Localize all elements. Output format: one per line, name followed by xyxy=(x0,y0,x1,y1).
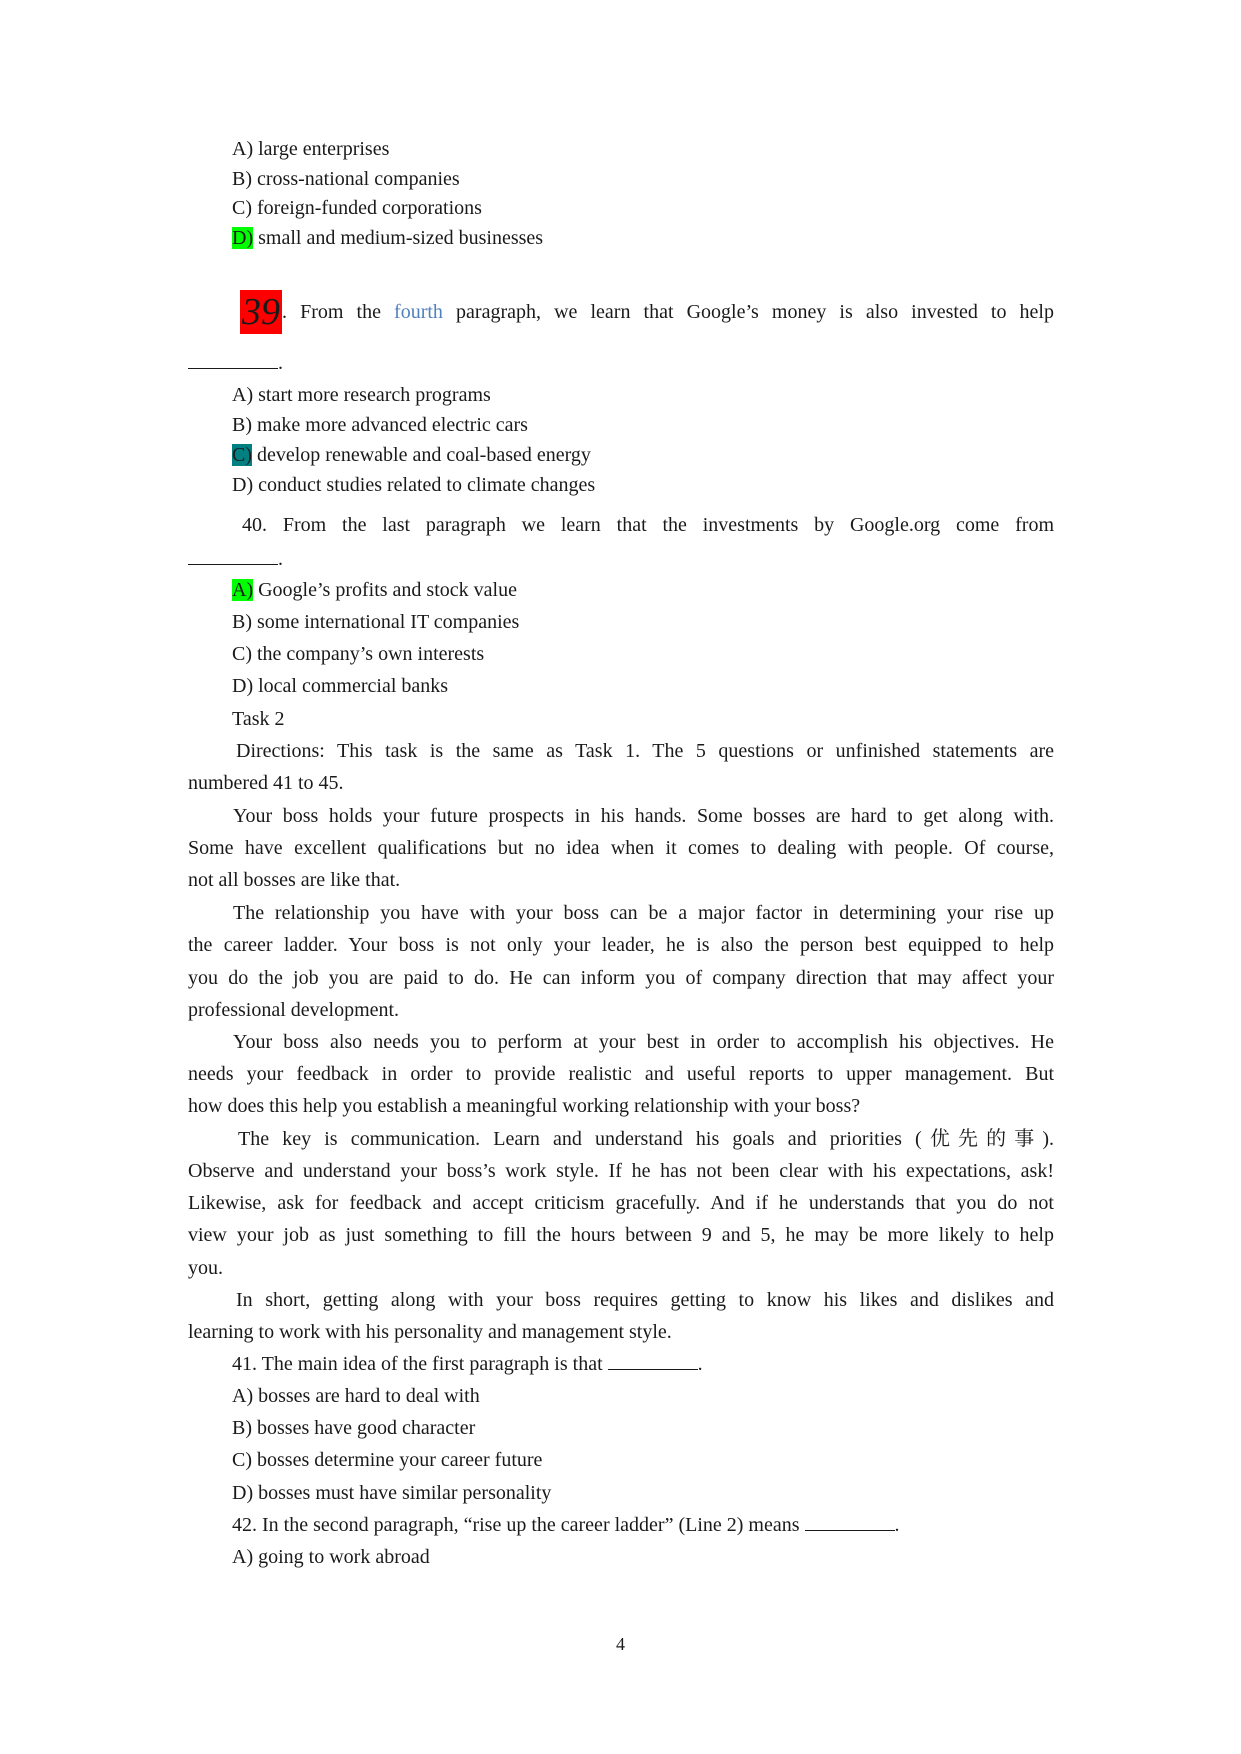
q41-option-b: B) bosses have good character xyxy=(232,1417,476,1439)
q41-option-c: C) bosses determine your career future xyxy=(232,1449,543,1471)
answer-highlight: D) xyxy=(232,227,254,249)
q40-stem: 40. From the last paragraph we learn that the investments by Google.org come from xyxy=(242,514,1054,536)
q39-option-c: C) develop renewable and coal-based energy xyxy=(232,444,591,466)
q39-blank-line: . xyxy=(188,350,283,376)
q40-option-a: A) Google’s profits and stock value xyxy=(232,579,517,601)
passage-p3-line-3: how does this help you establish a meaningful working relationship with your boss? xyxy=(188,1095,861,1117)
passage-p1-line-2: Some have excellent qualifications but no idea when it comes to dealing with people. Of course, xyxy=(188,837,1054,859)
passage-p5-line-2: learning to work with his personality and management style. xyxy=(188,1321,672,1343)
q42-stem: 42. In the second paragraph, “rise up the career ladder” (Line 2) means . xyxy=(232,1514,900,1536)
passage-p4-line-2: Observe and understand your boss’s work style. If he has not been clear with his expectations, ask! xyxy=(188,1160,1054,1182)
q40-option-d: D) local commercial banks xyxy=(232,675,449,697)
answer-blank xyxy=(608,1351,698,1370)
q38-option-b: B) cross-national companies xyxy=(232,168,460,190)
passage-p3-line-2: needs your feedback in order to provide realistic and useful reports to upper management. But xyxy=(188,1063,1054,1085)
passage-p4-line-5: you. xyxy=(188,1257,223,1279)
question-number-39: 39 xyxy=(242,291,280,333)
passage-p5-line-1: In short, getting along with your boss requires getting to know his likes and dislikes and xyxy=(236,1289,1054,1311)
q40-option-c: C) the company’s own interests xyxy=(232,643,485,665)
q39-stem: 39 . From the fourth paragraph, we learn that Google’s money is also invested to help xyxy=(242,291,1054,333)
q38-option-a: A) large enterprises xyxy=(232,138,390,160)
highlighted-word: fourth xyxy=(394,301,443,323)
passage-p3-line-1: Your boss also needs you to perform at your best in order to accomplish his objectives. He xyxy=(233,1031,1054,1053)
q39-option-a: A) start more research programs xyxy=(232,384,491,406)
passage-p1-line-1: Your boss holds your future prospects in his hands. Some bosses are hard to get along with. xyxy=(233,805,1054,827)
q41-option-d: D) bosses must have similar personality xyxy=(232,1482,552,1504)
q39-option-b: B) make more advanced electric cars xyxy=(232,414,528,436)
passage-p4-line-3: Likewise, ask for feedback and accept criticism gracefully. And if he understands that you do not xyxy=(188,1192,1054,1214)
passage-p2-line-4: professional development. xyxy=(188,999,400,1021)
q38-option-c: C) foreign-funded corporations xyxy=(232,197,482,219)
q39-option-d: D) conduct studies related to climate changes xyxy=(232,474,596,496)
answer-highlight: A) xyxy=(232,579,254,601)
answer-blank xyxy=(188,350,278,369)
passage-p1-line-3: not all bosses are like that. xyxy=(188,869,401,891)
answer-blank xyxy=(805,1512,895,1531)
task-2-heading: Task 2 xyxy=(232,708,285,730)
q42-option-a: A) going to work abroad xyxy=(232,1546,430,1568)
q38-option-d: D) small and medium-sized businesses xyxy=(232,227,544,249)
passage-p2-line-3: you do the job you are paid to do. He can inform you of company direction that may affect your xyxy=(188,967,1054,989)
passage-p4-line-1: The key is communication. Learn and understand his goals and priorities (优先的事). xyxy=(238,1128,1054,1150)
passage-p4-line-4: view your job as just something to fill the hours between 9 and 5, he may be more likely to help xyxy=(188,1224,1054,1246)
q41-option-a: A) bosses are hard to deal with xyxy=(232,1385,480,1407)
answer-blank xyxy=(188,546,278,565)
passage-p2-line-1: The relationship you have with your boss can be a major factor in determining your rise up xyxy=(233,902,1054,924)
q41-stem: 41. The main idea of the first paragraph is that . xyxy=(232,1353,703,1375)
q40-blank-line: . xyxy=(188,546,283,572)
passage-p2-line-2: the career ladder. Your boss is not only your leader, he is also the person best equipped to help xyxy=(188,934,1054,956)
q40-option-b: B) some international IT companies xyxy=(232,611,520,633)
task-2-directions-cont: numbered 41 to 45. xyxy=(188,772,344,794)
page-number: 4 xyxy=(616,1634,625,1654)
answer-highlight: C) xyxy=(232,444,252,466)
task-2-directions: Directions: This task is the same as Task 1. The 5 questions or unfinished statements are xyxy=(236,740,1054,762)
